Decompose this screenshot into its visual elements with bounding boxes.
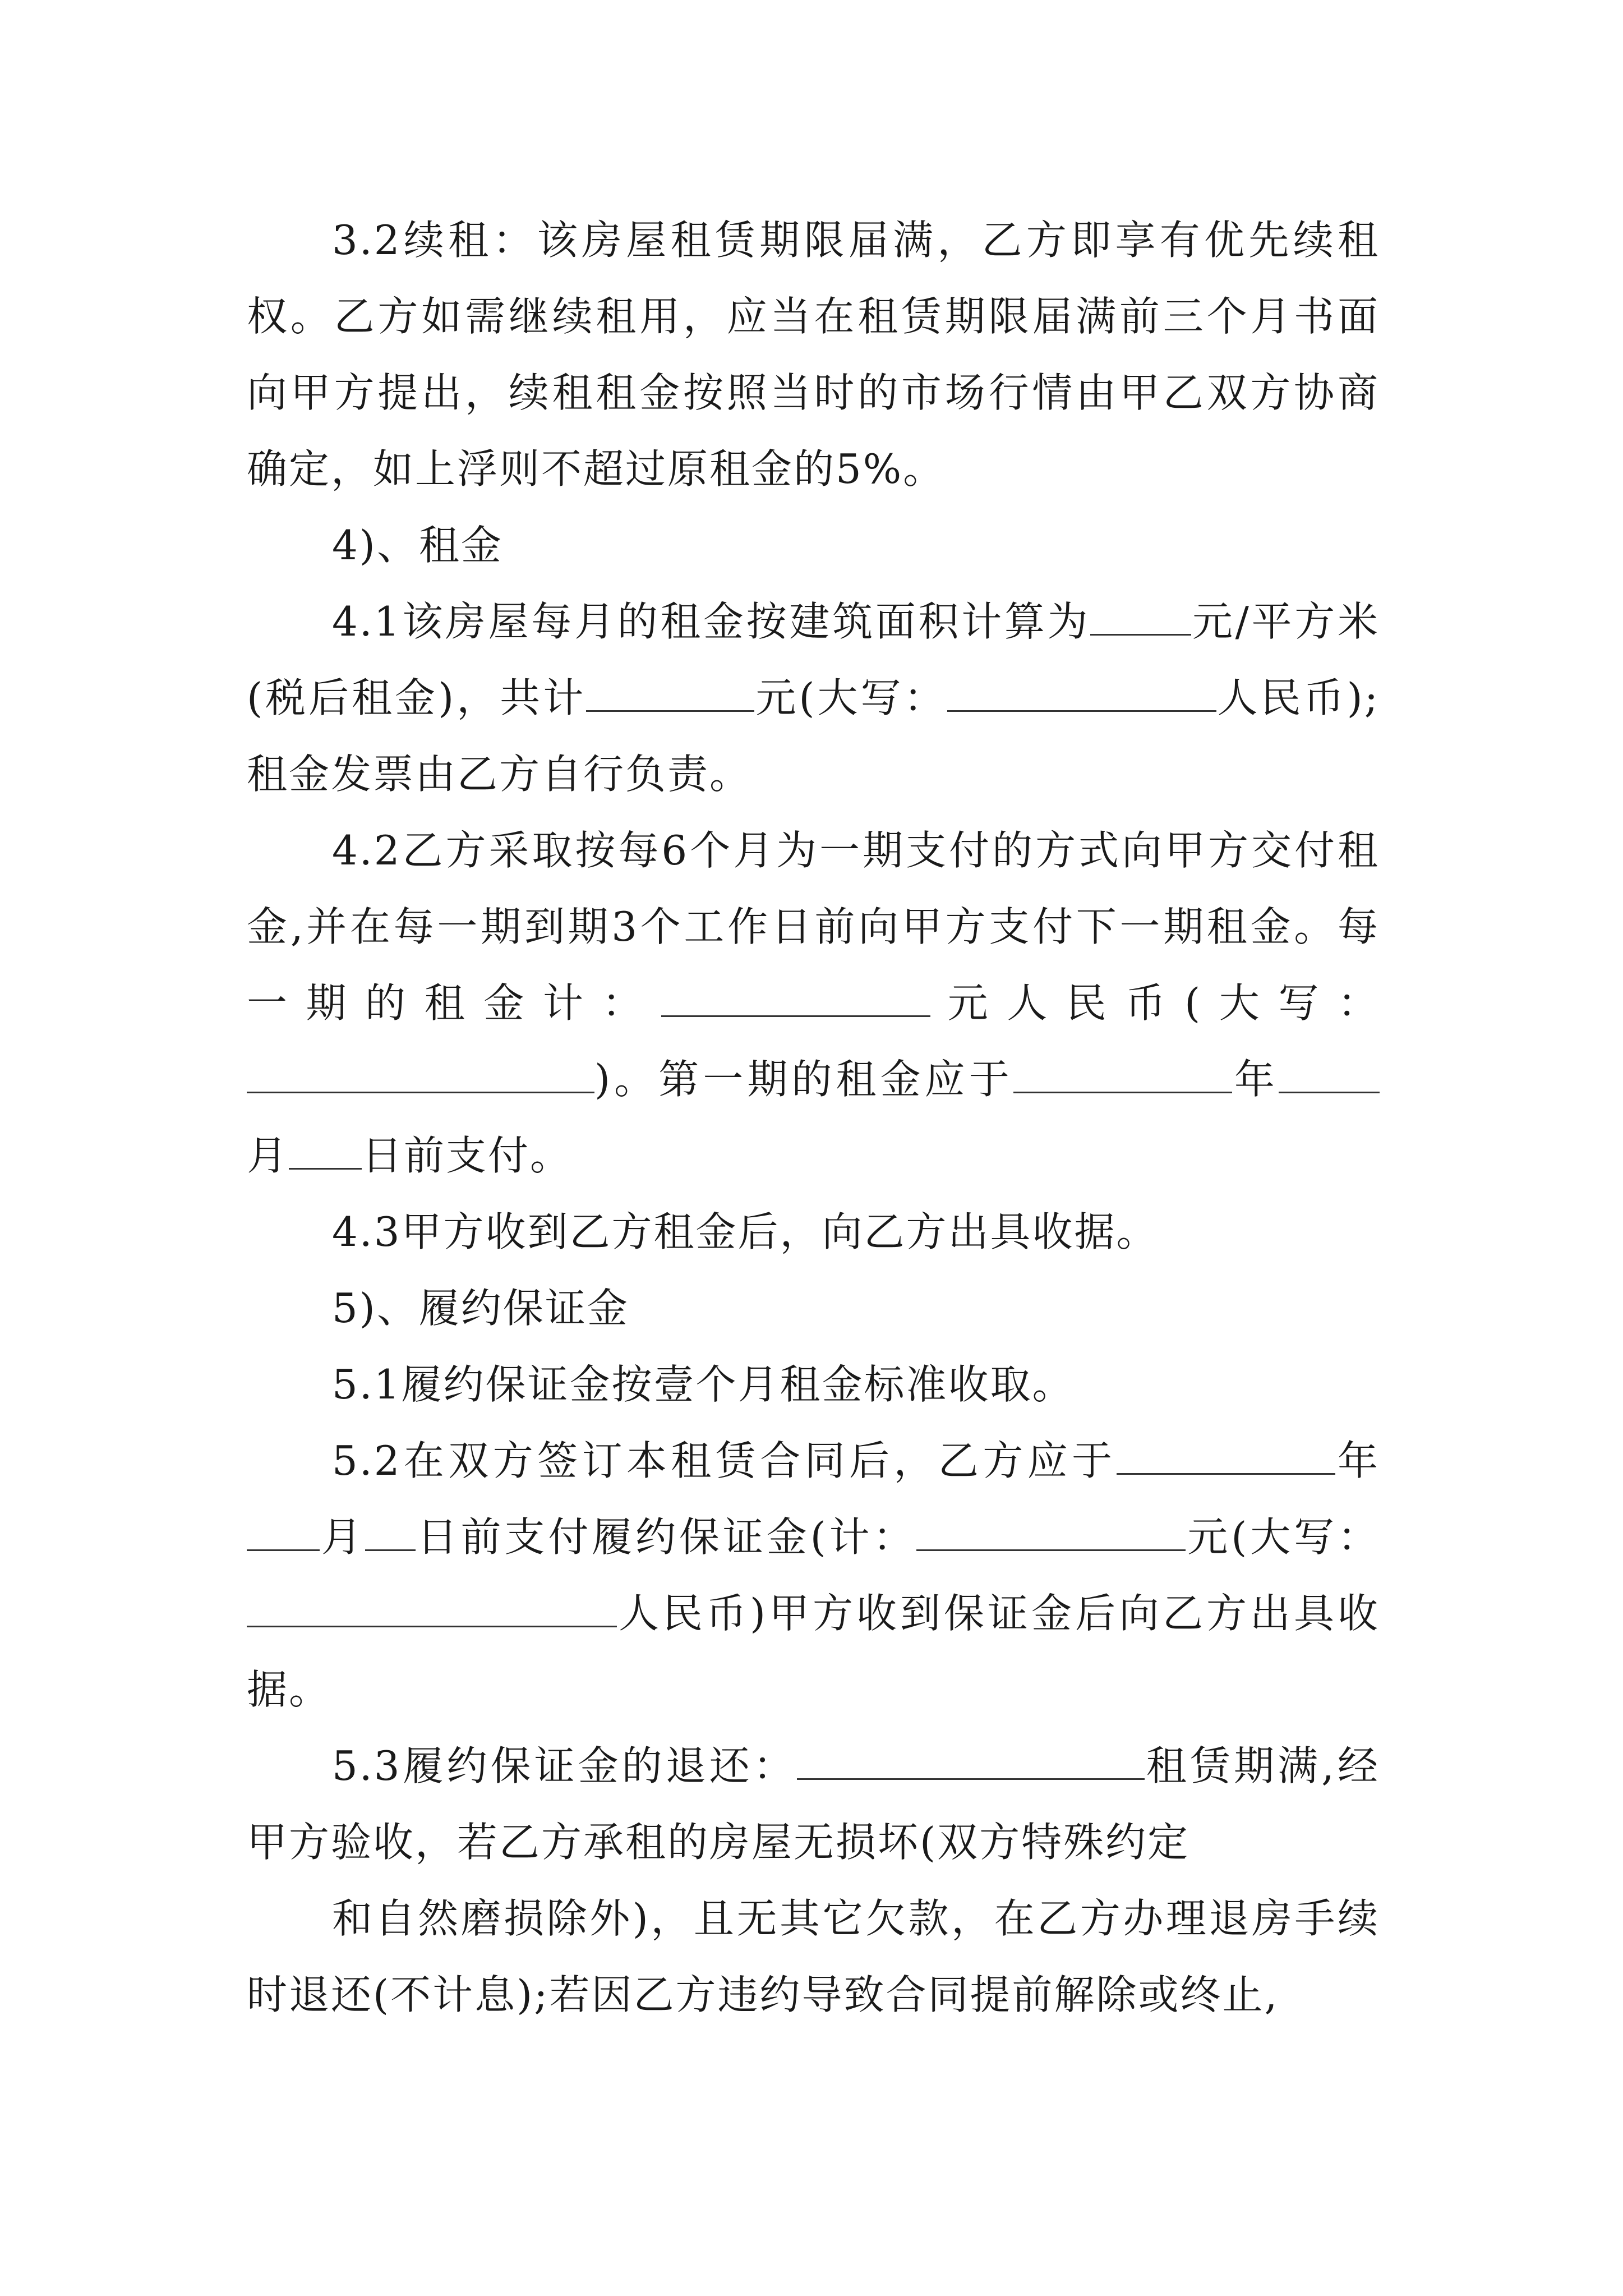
clause-text: 年 (1335, 1437, 1380, 1484)
clause-text: 租赁期满,经甲方验收，若乙方承租的房屋无损坏(双方特殊约定 (247, 1742, 1380, 1866)
clause-text: 元人民币(大写： (930, 979, 1380, 1027)
clause-5-3-deposit-refund (247, 1728, 1380, 1880)
clause-text: 人民币);租金发票由乙方自行负责。 (247, 674, 1380, 798)
section-heading-rent: 4)、租金 (332, 522, 503, 569)
clause-text: 元(大写： (1186, 1513, 1380, 1561)
clause-text: 5.3履约保证金的退还： (332, 1742, 797, 1789)
blank-field (365, 1510, 416, 1551)
clause-5-2-deposit-payment (247, 1423, 1380, 1728)
clause-5-3-continuation: 和自然磨损除外)，且无其它欠款，在乙方办理退房手续时退还(不计息);若因乙方违约导致合同提前解除或终止, (247, 1895, 1380, 2018)
blank-field (947, 671, 1216, 712)
section-heading-deposit: 5)、履约保证金 (332, 1285, 629, 1332)
clause-text: 4.2乙方采取按每6个月为一期支付的方式向甲方交付租金,并在每一期到期3个工作日前向甲方支付下一期租金。每一期的租金计： (247, 827, 1380, 1027)
blank-field (916, 1510, 1186, 1551)
clause-text: 元/平方米(税后租金)，共计 (247, 598, 1380, 721)
blank-field (1279, 1052, 1380, 1093)
blank-field (797, 1739, 1145, 1780)
clause-4-2-payment-schedule (247, 812, 1380, 1194)
blank-field (247, 1510, 320, 1551)
clause-3-2-renewal: 3.2续租：该房屋租赁期限届满，乙方即享有优先续租权。乙方如需继续租用，应当在租赁期限届满前三个月书面向甲方提出，续租租金按照当时的市场行情由甲乙双方协商确定，如上浮则不超过原租金的5%。 (247, 217, 1380, 493)
clause-4-3-receipt: 4.3甲方收到乙方租金后，向乙方出具收据。 (332, 1208, 1159, 1255)
clause-text: 月 (320, 1513, 365, 1561)
blank-field (247, 1052, 594, 1093)
clause-text: 月 (247, 1132, 289, 1179)
clause-text: 日前支付履约保证金(计： (415, 1513, 917, 1561)
blank-field (1117, 1434, 1335, 1475)
clause-text: 年 (1232, 1056, 1279, 1103)
blank-field (661, 976, 930, 1017)
clause-text: 元(大写： (754, 674, 947, 721)
blank-field (289, 1129, 362, 1170)
clause-5-1-deposit-standard: 5.1履约保证金按壹个月租金标准收取。 (332, 1361, 1075, 1408)
clause-4-1-rent-amount (247, 583, 1380, 812)
document-body (247, 202, 1380, 2033)
clause-text: 4.1该房屋每月的租金按建筑面积计算为 (332, 598, 1091, 645)
clause-text: )。第一期的租金应于 (594, 1056, 1013, 1103)
clause-text: 日前支付。 (362, 1132, 573, 1179)
clause-text: 5.2在双方签订本租赁合同后，乙方应于 (332, 1437, 1117, 1484)
blank-field (1090, 595, 1191, 636)
blank-field (586, 671, 754, 712)
clause-text: 人民币)甲方收到保证金后向乙方出具收据。 (247, 1590, 1380, 1713)
blank-field (1013, 1052, 1232, 1093)
blank-field (247, 1586, 617, 1627)
